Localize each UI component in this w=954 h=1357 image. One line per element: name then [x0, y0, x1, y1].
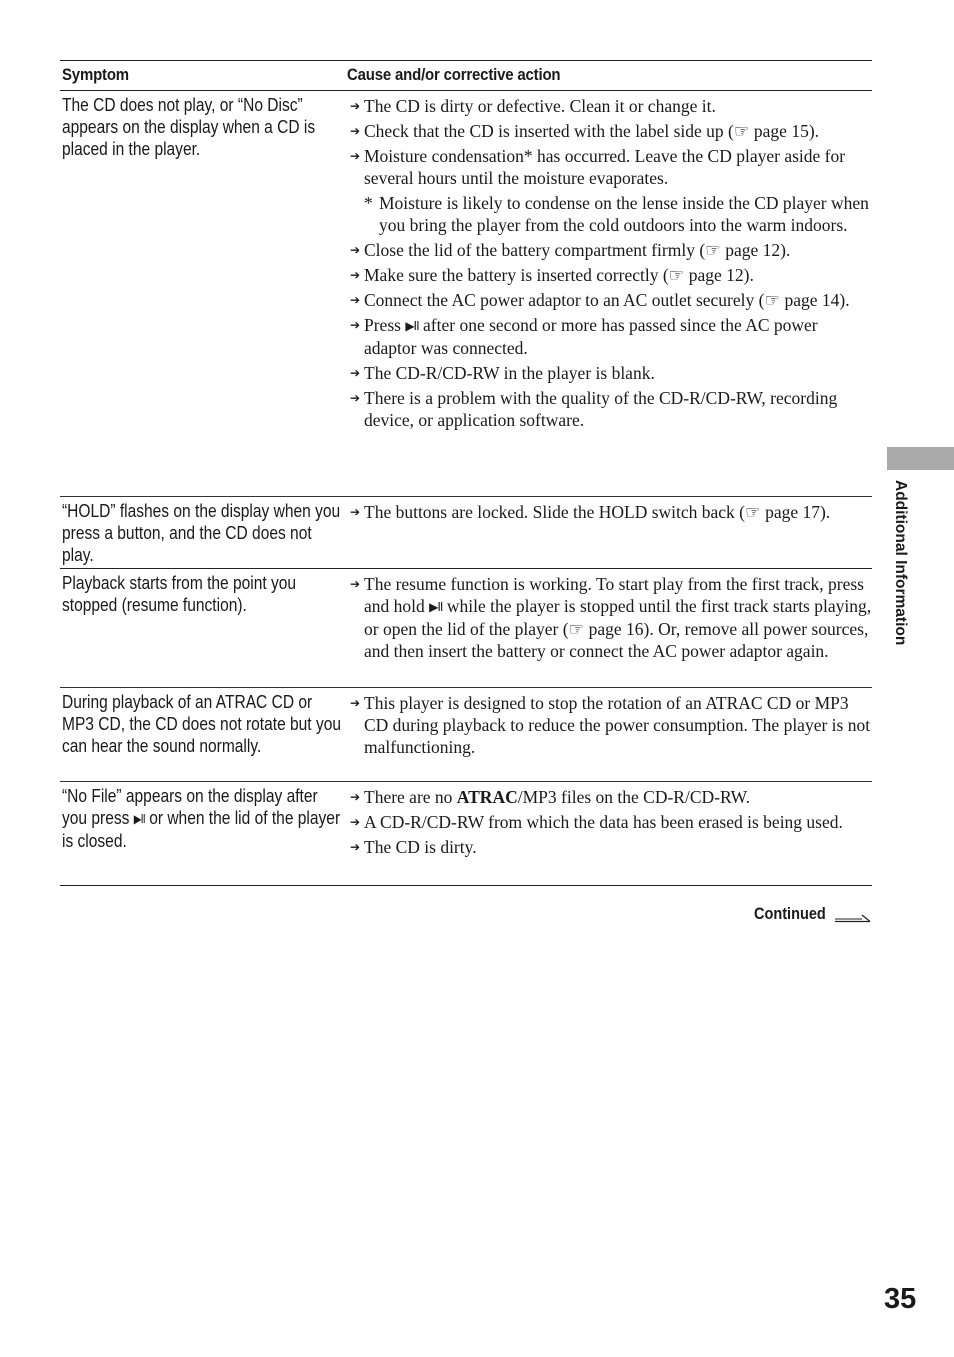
- play-pause-icon: ▶II: [133, 812, 145, 826]
- atrac-bold-text: ATRAC: [456, 787, 518, 807]
- cause-cell: [346, 688, 872, 781]
- arrow-icon: ➔: [350, 243, 361, 257]
- cause-item: ➔ Close the lid of the battery compartment firmly (☞ page 12).: [350, 240, 791, 260]
- symptom-cell: [60, 782, 346, 885]
- cause-item: ➔ Moisture condensation* has occurred. Leave the CD player aside for several hours until the moisture evaporates.: [350, 146, 846, 188]
- cause-item: ➔ Make sure the battery is inserted correctly (☞ page 12).: [350, 265, 754, 285]
- symptom-cell: [60, 91, 346, 496]
- symptom-text: “No File” appears on the display after you press ▶II or when the lid of the player is closed.: [62, 785, 341, 851]
- arrow-icon: ➔: [350, 124, 361, 138]
- table-row: [60, 782, 872, 886]
- table-row: [60, 569, 872, 688]
- page-number: 35: [884, 1283, 917, 1315]
- symptom-cell: [60, 497, 346, 568]
- symptom-text: Playback starts from the point you stopped (resume function).: [62, 572, 297, 615]
- cause-item: ➔ The CD-R/CD-RW in the player is blank.: [350, 363, 655, 383]
- arrow-icon: ➔: [350, 318, 361, 332]
- arrow-icon: ➔: [350, 391, 361, 405]
- cause-item: ➔ This player is designed to stop the rotation of an ATRAC CD or MP3 CD during playback to reduce the power consumption. The player is not malfunctioning.: [350, 693, 871, 757]
- table-row: [60, 688, 872, 782]
- arrow-icon: ➔: [350, 366, 361, 380]
- cause-cell: [346, 782, 872, 885]
- footnote: * Moisture is likely to condense on the lense inside the CD player when you bring the player from the cold outdoors into the warm indoors.: [364, 193, 869, 235]
- cause-item: ➔ Press ▶II after one second or more has passed since the AC power adaptor was connected.: [350, 315, 818, 358]
- cause-cell: [346, 497, 872, 568]
- arrow-icon: ➔: [350, 790, 361, 804]
- cause-cell: [346, 569, 872, 687]
- side-section-label: [887, 480, 909, 658]
- section-tab-marker: [887, 447, 954, 470]
- cause-item: ➔ The resume function is working. To start play from the first track, press and hold ▶II while the player is stopped until the first track starts playing, or open the lid of the player (☞ page 16). Or, remove all power sources, and then insert the battery or connect the AC power adaptor again.: [350, 574, 872, 661]
- arrow-icon: ➔: [350, 149, 361, 163]
- header-cause: Cause and/or corrective action: [347, 65, 561, 84]
- arrow-icon: ➔: [350, 840, 361, 854]
- cause-item: ➔ The CD is dirty or defective. Clean it or change it.: [350, 96, 716, 116]
- continued-label: Continued: [754, 905, 826, 923]
- cause-cell: [346, 91, 872, 496]
- cause-item: ➔ There is a problem with the quality of the CD-R/CD-RW, recording device, or application software.: [350, 388, 838, 430]
- table-header: [60, 60, 872, 91]
- play-pause-icon: ▶II: [429, 600, 443, 614]
- symptom-cell: [60, 688, 346, 781]
- table-row: [60, 91, 872, 497]
- arrow-icon: ➔: [350, 505, 361, 519]
- cause-item: ➔ There are no ATRAC/MP3 files on the CD-R/CD-RW.: [350, 787, 750, 807]
- symptom-text: During playback of an ATRAC CD or MP3 CD, the CD does not rotate but you can hear the sound normally.: [62, 691, 342, 756]
- footnote-marker: *: [364, 193, 373, 213]
- arrow-icon: ➔: [350, 293, 361, 307]
- symptom-cell: [60, 569, 346, 687]
- arrow-icon: ➔: [350, 815, 361, 829]
- table-row: [60, 497, 872, 569]
- arrow-icon: ➔: [350, 577, 361, 591]
- symptom-text: The CD does not play, or “No Disc” appears on the display when a CD is placed in the player.: [62, 94, 316, 159]
- troubleshooting-table: [60, 60, 872, 886]
- continued-arrow-icon: [834, 914, 872, 924]
- arrow-icon: ➔: [350, 99, 361, 113]
- arrow-icon: ➔: [350, 268, 361, 282]
- arrow-icon: ➔: [350, 696, 361, 710]
- symptom-text: “HOLD” flashes on the display when you press a button, and the CD does not play.: [62, 500, 341, 565]
- header-symptom: Symptom: [62, 65, 129, 84]
- cause-item: ➔ The buttons are locked. Slide the HOLD switch back (☞ page 17).: [350, 502, 831, 522]
- cause-item: ➔ Connect the AC power adaptor to an AC outlet securely (☞ page 14).: [350, 290, 850, 310]
- side-label-text: Additional Information: [892, 480, 909, 646]
- cause-item: ➔ The CD is dirty.: [350, 837, 477, 857]
- play-pause-icon: ▶II: [405, 319, 419, 333]
- cause-item: ➔ A CD-R/CD-RW from which the data has been erased is being used.: [350, 812, 843, 832]
- cause-item: ➔ Check that the CD is inserted with the label side up (☞ page 15).: [350, 121, 820, 141]
